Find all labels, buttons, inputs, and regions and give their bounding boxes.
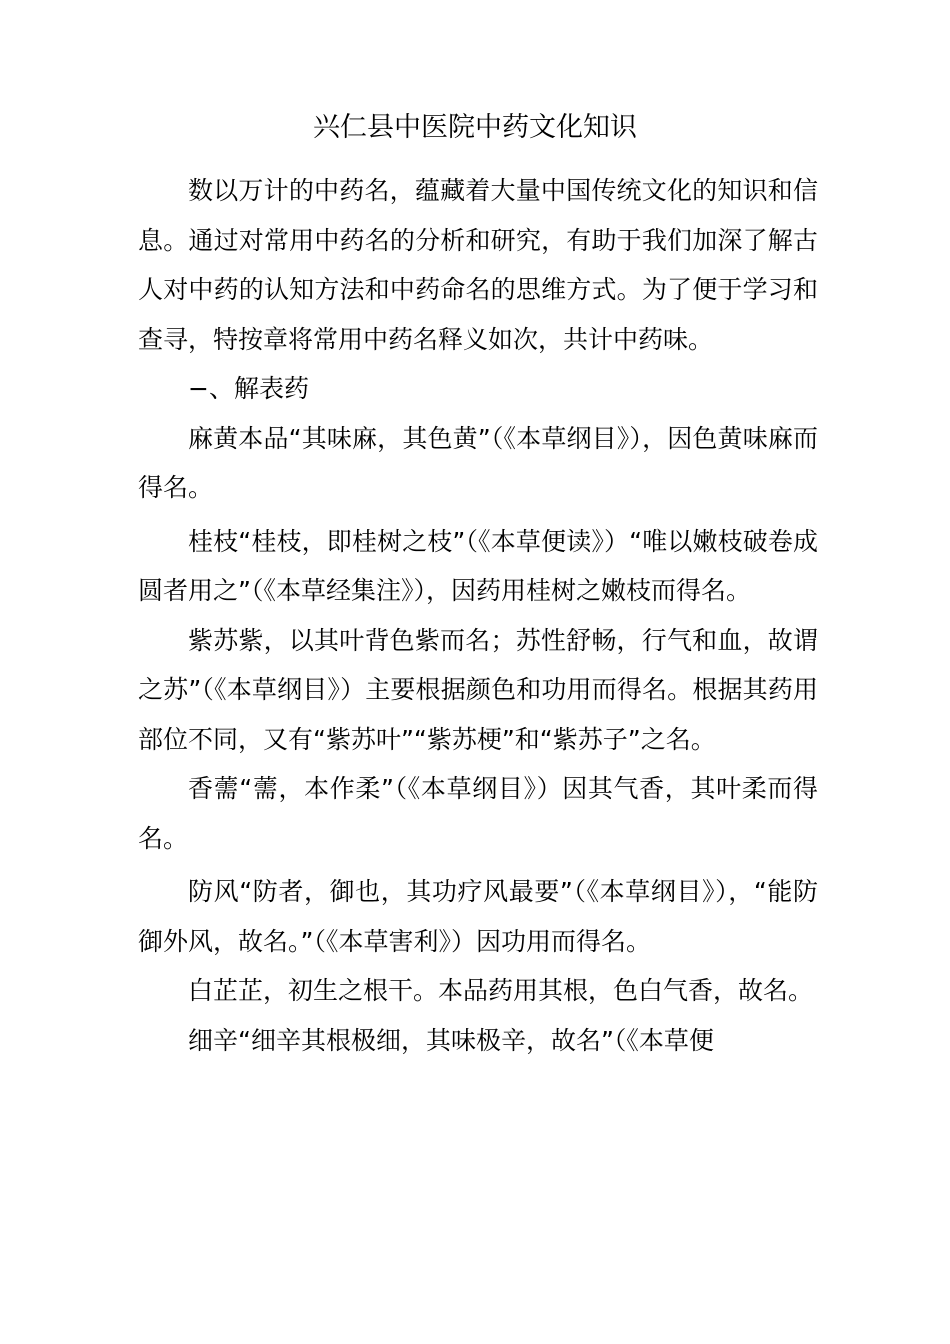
entry-paragraph-guizhi: 桂枝“桂枝，即桂树之枝”（《本草便读》）“唯以嫩枝破卷成圆者用之”（《本草经集注》），因药用桂树之嫩枝而得名。 (138, 526, 818, 605)
entry-paragraph-fangfeng: 防风“防者，御也，其功疗风最要”（《本草纲目》），“能防御外风，故名。”（《本草害利》）因功用而得名。 (138, 877, 818, 956)
document-title: 兴仁县中医院中药文化知识 (313, 112, 637, 143)
document-body (138, 166, 818, 1065)
entry-paragraph-xiangru: 香薷“薷，本作柔”（《本草纲目》）因其气香，其叶柔而得名。 (138, 774, 818, 853)
entry-paragraph-baizhi: 白芷芷，初生之根干。本品药用其根，色白气香，故名。 (188, 976, 814, 1005)
section-heading: −、解表药 (188, 374, 309, 403)
intro-paragraph: 数以万计的中药名，蕴藏着大量中国传统文化的知识和信息。通过对常用中药名的分析和研究，有助于我们加深了解古人对中药的认知方法和中药命名的思维方式。为了便于学习和查寻，特按章将常用中药名释义如次，共计中药味。 (138, 176, 818, 354)
entry-paragraph-xixin: 细辛“细辛其根极细，其味极辛，故名”（《本草便 (188, 1025, 714, 1055)
entry-paragraph-mahuang: 麻黄本品“其味麻，其色黄”（《本草纲目》），因色黄味麻而得名。 (138, 423, 818, 502)
entry-paragraph-zisu: 紫苏紫，以其叶背色紫而名；苏性舒畅，行气和血，故谓之苏”（《本草纲目》）主要根据颜色和功用而得名。根据其药用部位不同，又有“紫苏叶”“紫苏梗”和“紫苏子”之名。 (138, 625, 818, 754)
